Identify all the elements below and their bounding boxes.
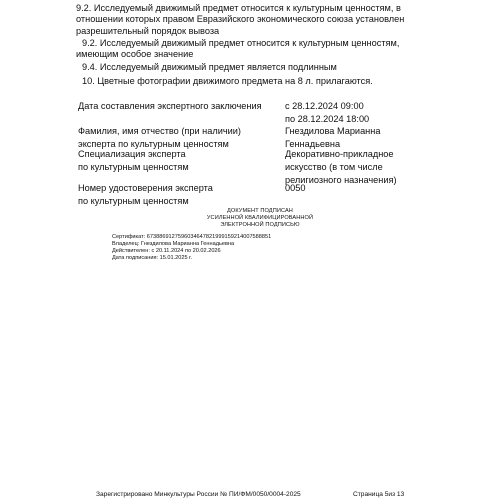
stamp-sign-date: Дата подписания: 15.01.2025 г. (112, 255, 193, 261)
specialization-label-line1: Специализация эксперта (78, 149, 186, 159)
row-date-value (285, 101, 369, 125)
paragraph-9-2-b-line2: имеющим особое значение (76, 49, 194, 59)
footer-page-number: Страница 5из 13 (353, 491, 405, 498)
specialization-label-line2: по культурным ценностям (78, 162, 189, 172)
stamp-title-line3: ЭЛЕКТРОННОЙ ПОДПИСЬЮ (220, 222, 300, 228)
row-specialization-value (285, 149, 397, 186)
paragraph-9-4: 9.4. Исследуемый движимый предмет является подлинным (82, 62, 337, 72)
date-to: по 28.12.2024 18:00 (285, 114, 370, 124)
certificate-label-line1: Номер удостоверения эксперта (78, 183, 213, 193)
name-label-line1: Фамилия, имя отчество (при наличии) (78, 126, 241, 136)
row-name-label (78, 126, 241, 150)
stamp-validity: Действителен: с 20.11.2024 по 20.02.2026 (112, 248, 221, 254)
specialization-line2: искусство (в том числе (285, 162, 383, 172)
paragraph-9-2-a-line1: 9.2. Исследуемый движимый предмет относится к культурным ценностям, в (76, 3, 401, 13)
name-label-line2: эксперта по культурным ценностям (78, 139, 229, 149)
certificate-number: 0050 (285, 183, 306, 193)
certificate-label-line2: по культурным ценностям (78, 196, 189, 206)
row-specialization-label (78, 149, 189, 173)
specialization-line1: Декоративно-прикладное (285, 149, 394, 159)
paragraph-9-2-a-line3: разрешительный порядок вывоза (76, 26, 220, 36)
expert-name-line1: Гнездилова Марианна (285, 126, 381, 136)
row-certificate-value (285, 183, 305, 194)
row-date-label (78, 101, 262, 112)
row-certificate-label (78, 183, 213, 207)
paragraph-9-2-a-line2: отношении которых правом Евразийского экономического союза установлен (76, 14, 405, 24)
stamp-certificate: Сертификат: 6738869127596034647821999159214007588851 (112, 234, 272, 240)
row-name-value (285, 126, 380, 150)
date-label-line: Дата составления экспертного заключения (78, 101, 262, 111)
footer-registration: Зарегистрировано Минкультуры России № ПИ/ФМ/0050/0004-2025 (96, 491, 301, 498)
stamp-title-line1: ДОКУМЕНТ ПОДПИСАН (227, 208, 293, 214)
paragraph-9-2-b-line1: 9.2. Исследуемый движимый предмет относится к культурным ценностям, (82, 38, 400, 48)
specialization-line3: религиозного назначения) (285, 175, 397, 185)
paragraph-10: 10. Цветные фотографии движимого предмета на 8 л. прилагаются. (82, 76, 373, 86)
expert-name-line2: Геннадьевна (285, 139, 341, 149)
stamp-title-line2: УСИЛЕННОЙ КВАЛИФИЦИРОВАННОЙ (206, 215, 314, 221)
date-from: с 28.12.2024 09:00 (285, 101, 364, 111)
stamp-owner: Владелец: Гнездилова Марианна Геннадьевна (112, 241, 235, 247)
